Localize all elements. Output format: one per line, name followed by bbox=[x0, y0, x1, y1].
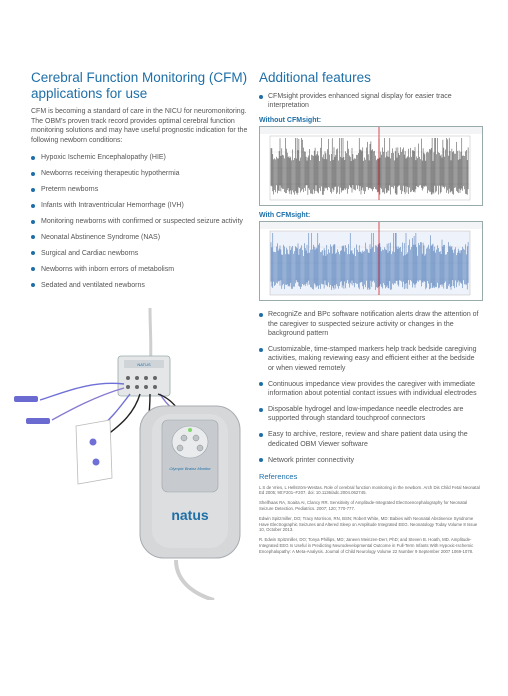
reference-item: R. Edwin Spitzmiller, DO; Tonya Phillips, MD; Janeen Meinzen-Derr, PhD; and Steven B. Hoath, MD. Amplitude-Integrated EEG Is Useful in Predicting Neurodevelopmental Outcome in Full-Term Infants With Hypoxic-Ischemic Encephalopathy: A Meta-Analysis. Journal of Child Neurology Volume 22 Number 9 September 2007 1069-1078. bbox=[259, 537, 474, 554]
electrode-connector bbox=[26, 418, 50, 424]
electrode-connector bbox=[14, 396, 38, 402]
without-cfmsight-label: Without CFMsight: bbox=[259, 117, 322, 125]
first-feature-list bbox=[259, 92, 481, 111]
condition-item: Sedated and ventilated newborns bbox=[31, 281, 253, 290]
condition-item: Newborns with inborn errors of metabolism bbox=[31, 265, 253, 274]
features-list bbox=[259, 310, 481, 465]
with-cfmsight-label: With CFMsight: bbox=[259, 212, 311, 220]
feature-item: Customizable, time-stamped markers help track bedside caregiving activities, making reviewing easy and efficient either at the bedside or when viewed remotely bbox=[259, 345, 481, 373]
feature-item: Disposable hydrogel and low-impedance needle electrodes are supported through standard touchproof connectors bbox=[259, 405, 481, 424]
condition-item: Monitoring newborns with confirmed or suspected seizure activity bbox=[31, 217, 253, 226]
left-column bbox=[31, 70, 253, 296]
features-heading: Additional features bbox=[259, 70, 371, 85]
monitor-device-illustration bbox=[0, 300, 258, 600]
feature-item: Continuous impedance view provides the caregiver with immediate information about potential contact issues with individual electrodes bbox=[259, 380, 481, 399]
electrode-pack bbox=[76, 420, 112, 484]
eeg-trace-plain bbox=[260, 127, 482, 205]
condition-item: Hypoxic Ischemic Encephalopathy (HIE) bbox=[31, 153, 253, 162]
trace-header bbox=[260, 127, 482, 134]
cfm-heading: Cerebral Function Monitoring (CFM) applications for use bbox=[31, 70, 248, 101]
condition-item: Preterm newborns bbox=[31, 185, 253, 194]
status-led-icon bbox=[188, 428, 192, 432]
reference-item: Edwin Spitzmiller, DO; Tracy Morrison, RN, BSN; Robert White, MD: Babies with Neonatal Abstinence Syndrome Have Electrographic Seizures and Altered Sleep on Amplitude Integrated EEG. Neonatology Today Volume 8 Issue 10, October 2013. bbox=[259, 515, 478, 533]
feature-item: CFMsight provides enhanced signal display for easier trace interpretation bbox=[259, 92, 481, 111]
trace-header bbox=[260, 222, 482, 229]
trace-with-cfmsight bbox=[259, 221, 483, 301]
condition-item: Neonatal Abstinence Syndrome (NAS) bbox=[31, 233, 253, 242]
usb-cable bbox=[176, 560, 214, 600]
condition-item: Surgical and Cardiac newborns bbox=[31, 249, 253, 258]
feature-item: Network printer connectivity bbox=[259, 456, 481, 465]
panel-label: Olympic Brainz Monitor bbox=[169, 466, 211, 471]
feature-item: RecogniZe and BPc software notification alerts draw the attention of the caregiver to suspected seizure activity or changes in the background pattern bbox=[259, 310, 481, 338]
condition-item: Infants with Intraventricular Hemorrhage (IVH) bbox=[31, 201, 253, 210]
conditions-list bbox=[31, 153, 253, 289]
condition-item: Newborns receiving therapeutic hypothermia bbox=[31, 169, 253, 178]
reference-item: L S de Vries, L Hellström-Westas. Role of cerebral function monitoring in the newborn. Arch Dis Child Fetal Neonatal Ed 2005; 90:F201–F207. doi: 10.1136/adc.2004.062745. bbox=[259, 484, 480, 496]
reference-item: Shellhaas RA, Soaita AI, Clancy RR. Sensitivity of Amplitude-Integrated Electroencephalography for Neonatal Seizure Detection. Pediatrics. 2007; 120; 770-777. bbox=[259, 500, 468, 511]
eeg-trace-enhanced bbox=[260, 222, 482, 300]
cfm-intro: CFM is becoming a standard of care in the NICU for neuromonitoring. The OBM’s proven track record provides optimal cerebral function monitoring solutions and may have useful prognostic indication for the following newborn conditions: bbox=[31, 108, 248, 144]
right-column bbox=[259, 70, 481, 555]
references-heading: References bbox=[259, 471, 298, 481]
feature-item: Easy to archive, restore, review and share patient data using the dedicated OBM Viewer software bbox=[259, 430, 481, 449]
trace-without-cfmsight bbox=[259, 126, 483, 206]
module-label: NATUS bbox=[137, 362, 151, 367]
natus-logo: natus bbox=[171, 507, 209, 523]
